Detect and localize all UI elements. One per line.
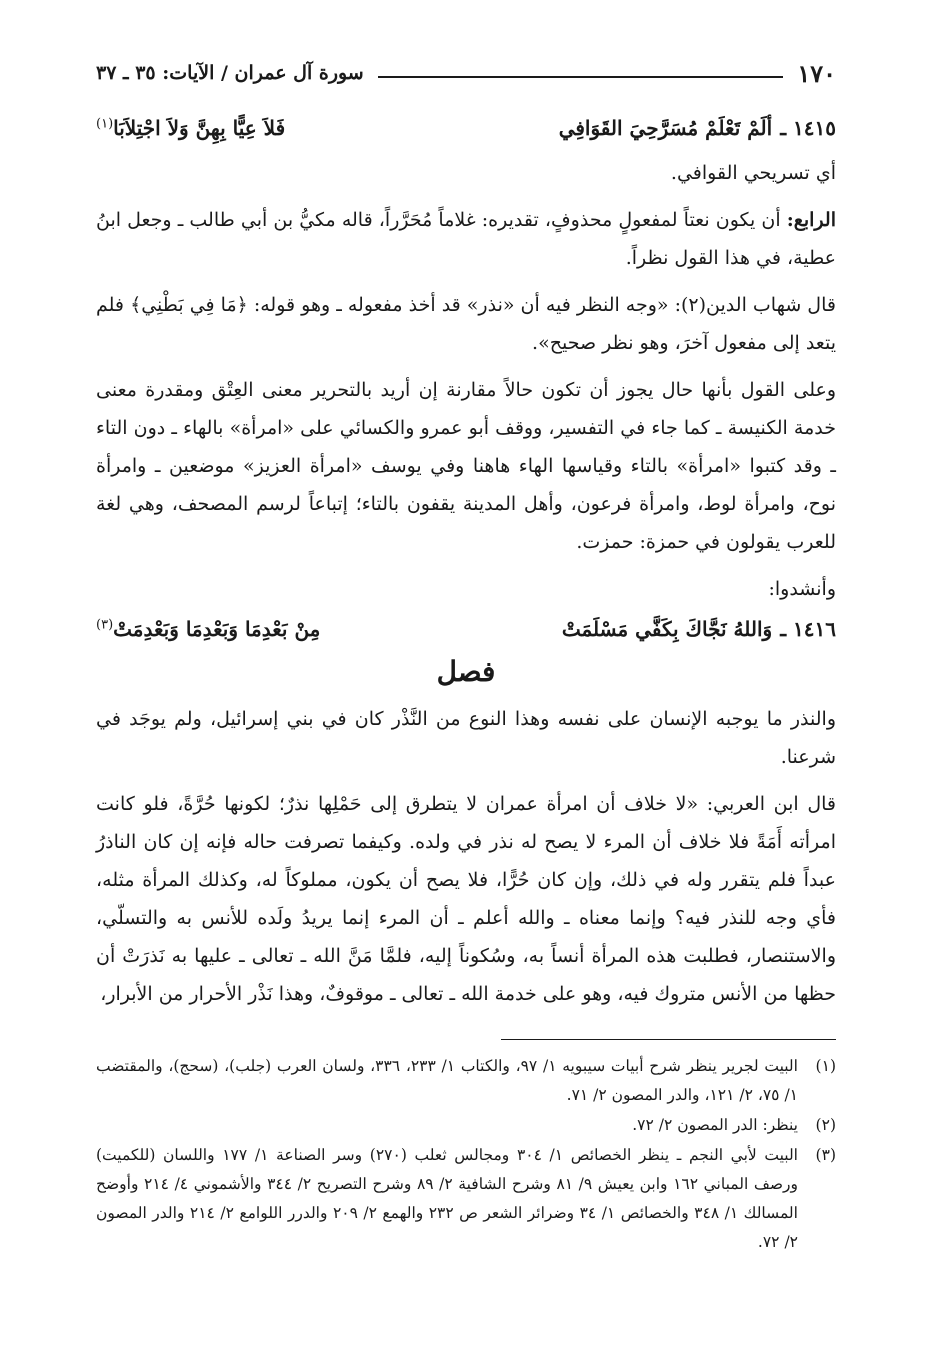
verse-second-hemistich: [96, 617, 320, 641]
verse-first-hemistich: [562, 617, 836, 641]
verse-number: ١٤١٥ ـ: [780, 116, 836, 140]
footnote: [96, 1052, 836, 1110]
footnote-number: (١): [815, 1057, 836, 1075]
verse-second-hemistich: [96, 116, 285, 140]
verse-number: ١٤١٦ ـ: [780, 617, 836, 641]
poetry-verse-1416: [96, 617, 836, 641]
paragraph: قال شهاب الدين(٢): «وجه النظر فيه أن «نذر» قد أخذ مفعوله ـ وهو قوله: ﴿مَا فِي بَطْنِي﴾ فلم يتعد إلى مفعول آخرَ، وهو نظر صحيح».: [96, 294, 836, 354]
footnotes: [96, 1052, 836, 1257]
poetry-verse-1415: [96, 116, 836, 140]
paragraph: قال ابن العربي: «لا خلاف أن امرأة عمران لا يتطرق إلى حَمْلِها نذرٌ؛ لكونها حُرَّةً، فلو كانت امرأته أَمَةً فلا خلاف أن المرء لا يصح له نذر في ولده. وكيفما تصرفت حاله فإنه إن كان الناذرُ عبداً فلم يتقرر وله في ذلك، وإن كان حُرًّا، فلا يصح أن يكون، مملوكاً له، وكذلك المرأة مثله، فأي وجه للنذر فيه؟ وإنما معناه ـ والله أعلم ـ أن المرء إنما يريدُ ولَده للأنس به والتسلّي، والاستنصار، فطلبت هذه المرأة أنساً به، وسُكوناً إليه، فلمَّا مَنَّ الله ـ تعالى ـ عليها به نَذرَتْ أن حظها من الأنس متروك فيه، وهو على خدمة الله ـ تعالى ـ موقوفٌ، وهذا نَذْر الأحرار من الأبرار،: [96, 793, 836, 1005]
footnote-separator: [501, 1039, 836, 1040]
paragraph: والنذر ما يوجبه الإنسان على نفسه وهذا النوع من النَّذْر كان في بني إسرائيل، ولم يوجَد في شرعنا.: [96, 708, 836, 768]
paragraph: أي تسريحي القوافي.: [670, 162, 836, 184]
verse-text: فَلاَ عِيًّا بِهِنَّ وَلاَ اجْتِلاَبَا: [113, 116, 286, 140]
running-header: [96, 56, 836, 90]
verse-text: ألَمْ تَعْلَمْ مُسَرَّحِيَ القَوَافِي: [558, 116, 773, 140]
paragraph: وأنشدوا:: [768, 578, 836, 600]
main-text: [96, 116, 836, 1257]
header-title: سورة آل عمران / الآيات: ٣٥ ـ ٣٧: [96, 62, 364, 84]
footnote-text: البيت لأبي النجم ـ ينظر الخصائص ١/ ٣٠٤ ومجالس ثعلب (٢٧٠) وسر الصناعة ١/ ١٧٧ واللسان (للكميت) ورصف المباني ١٦٢ وابن يعيش ٩/ ٨١ وشرح الشافية ٢/ ٨٩ وشرح التصريح ٢/ ٣٤٤ والأشموني ٤/ ٢١٤ وأوضح المسالك ١/ ٣٤٨ والخصائص ١/ ٣٤ وضرائر الشعر ص ٢٣٢ والهمع ٢/ ٢٠٩ والدرر اللوامع ٢/ ٢١٤ والدر المصون ٢/ ٧٢.: [96, 1146, 798, 1251]
footnote-number: (٢): [815, 1116, 836, 1134]
footnote-text: البيت لجرير ينظر شرح أبيات سيبويه ١/ ٩٧، والكتاب ١/ ٢٣٣، ٣٣٦، ولسان العرب (جلب)، (سحج)، والمقتضب ١/ ٧٥، ٢/ ١٢١، والدر المصون ٢/ ٧١.: [96, 1057, 798, 1104]
footnote-number: (٣): [815, 1146, 836, 1164]
footnote-ref: (٣): [96, 617, 114, 633]
footnote-text: ينظر: الدر المصون ٢/ ٧٢.: [632, 1116, 798, 1134]
header-rule: [378, 76, 784, 78]
verse-first-hemistich: [559, 116, 836, 140]
paragraph-text: أن يكون نعتاً لمفعولٍ محذوفٍ، تقديره: غلاماً مُحَرَّراً، قاله مكيُّ بن أبي طالب ـ وجعل ابنُ عطية، في هذا القول نظراً.: [96, 209, 836, 269]
paragraph: [96, 201, 836, 277]
footnote: [96, 1111, 836, 1140]
page-number: ١٧٠: [797, 58, 836, 88]
verse-text: مِنْ بَعْدِمَا وَبَعْدِمَا وَبَعْدِمَتْ: [113, 617, 321, 641]
footnote-ref: (١): [96, 116, 114, 132]
verse-text: وَاللهُ نَجَّاكَ بِكَفَّي مَسْلَمَتْ: [561, 617, 773, 641]
section-heading: فصل: [436, 655, 496, 688]
paragraph: وعلى القول بأنها حال يجوز أن تكون حالاً مقارنة إن أريد بالتحرير معنى العِتْق ومقدرة معنى خدمة الكنيسة ـ كما جاء في التفسير، ووقف أبو عمرو والكسائي على «امرأة» بالهاء ـ دون التاء ـ وقد كتبوا «امرأة» بالتاء وقياسها الهاء هاهنا وفي يوسف «امرأة العزيز» موضعين ـ وامرأة نوح، وامرأة لوط، وامرأة فرعون، وأهل المدينة يقفون بالتاء؛ إتباعاً لرسم المصحف، وهي لغة للعرب يقولون في حمزة: حمزت.: [96, 379, 836, 553]
footnote: [96, 1141, 836, 1257]
paragraph-lead: الرابع:: [786, 209, 836, 231]
